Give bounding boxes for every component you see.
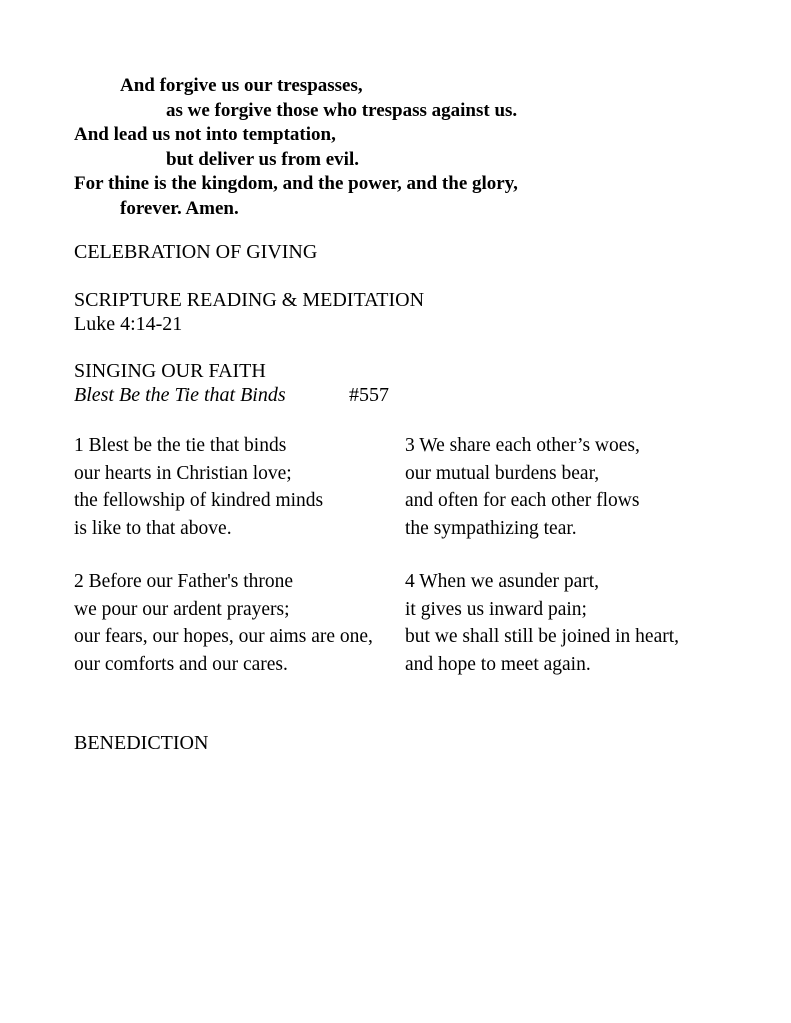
prayer-line: And lead us not into temptation, xyxy=(74,124,336,145)
verse-line: our mutual burdens bear, xyxy=(405,462,600,484)
verse-line: our comforts and our cares. xyxy=(74,653,288,675)
lords-prayer-ending xyxy=(74,74,518,221)
verse-line: the fellowship of kindred minds xyxy=(74,490,324,511)
prayer-line: forever. Amen. xyxy=(120,197,239,219)
verse-line: we pour our ardent prayers; xyxy=(74,598,290,620)
hymn-line xyxy=(74,383,474,407)
verse-1 xyxy=(74,432,323,542)
singing-section xyxy=(74,359,474,407)
verse-line: our fears, our hopes, our aims are one, xyxy=(74,626,373,647)
scripture-section xyxy=(74,288,424,336)
verse-line: the sympathizing tear. xyxy=(405,517,577,539)
singing-heading: SINGING OUR FAITH xyxy=(74,360,266,382)
hymn-title: Blest Be the Tie that Binds xyxy=(74,384,286,406)
scripture-reference: Luke 4:14-21 xyxy=(74,313,183,335)
prayer-line: as we forgive those who trespass against us. xyxy=(166,99,518,121)
prayer-line: For thine is the kingdom, and the power, and the glory, xyxy=(74,173,518,194)
benediction-heading: BENEDICTION xyxy=(74,732,209,754)
verse-line: 2 Before our Father's throne xyxy=(74,571,294,592)
verse-line: 3 We share each other’s woes, xyxy=(405,435,640,456)
verse-line: and hope to meet again. xyxy=(405,653,591,675)
verse-2 xyxy=(74,568,373,678)
giving-heading: CELEBRATION OF GIVING xyxy=(74,241,318,263)
verse-line: is like to that above. xyxy=(74,517,232,539)
verse-line: 4 When we asunder part, xyxy=(405,571,600,592)
verse-line: and often for each other flows xyxy=(405,490,640,511)
scripture-heading: SCRIPTURE READING & MEDITATION xyxy=(74,289,425,311)
verse-line: but we shall still be joined in heart, xyxy=(405,626,680,647)
hymn-number: #557 xyxy=(349,384,389,406)
verse-line: 1 Blest be the tie that binds xyxy=(74,435,287,456)
prayer-line: And forgive us our trespasses, xyxy=(120,75,363,96)
verse-line: it gives us inward pain; xyxy=(405,598,587,620)
prayer-line: but deliver us from evil. xyxy=(166,148,359,170)
verse-3 xyxy=(405,432,640,542)
verse-line: our hearts in Christian love; xyxy=(74,462,292,484)
verse-4 xyxy=(405,568,679,678)
